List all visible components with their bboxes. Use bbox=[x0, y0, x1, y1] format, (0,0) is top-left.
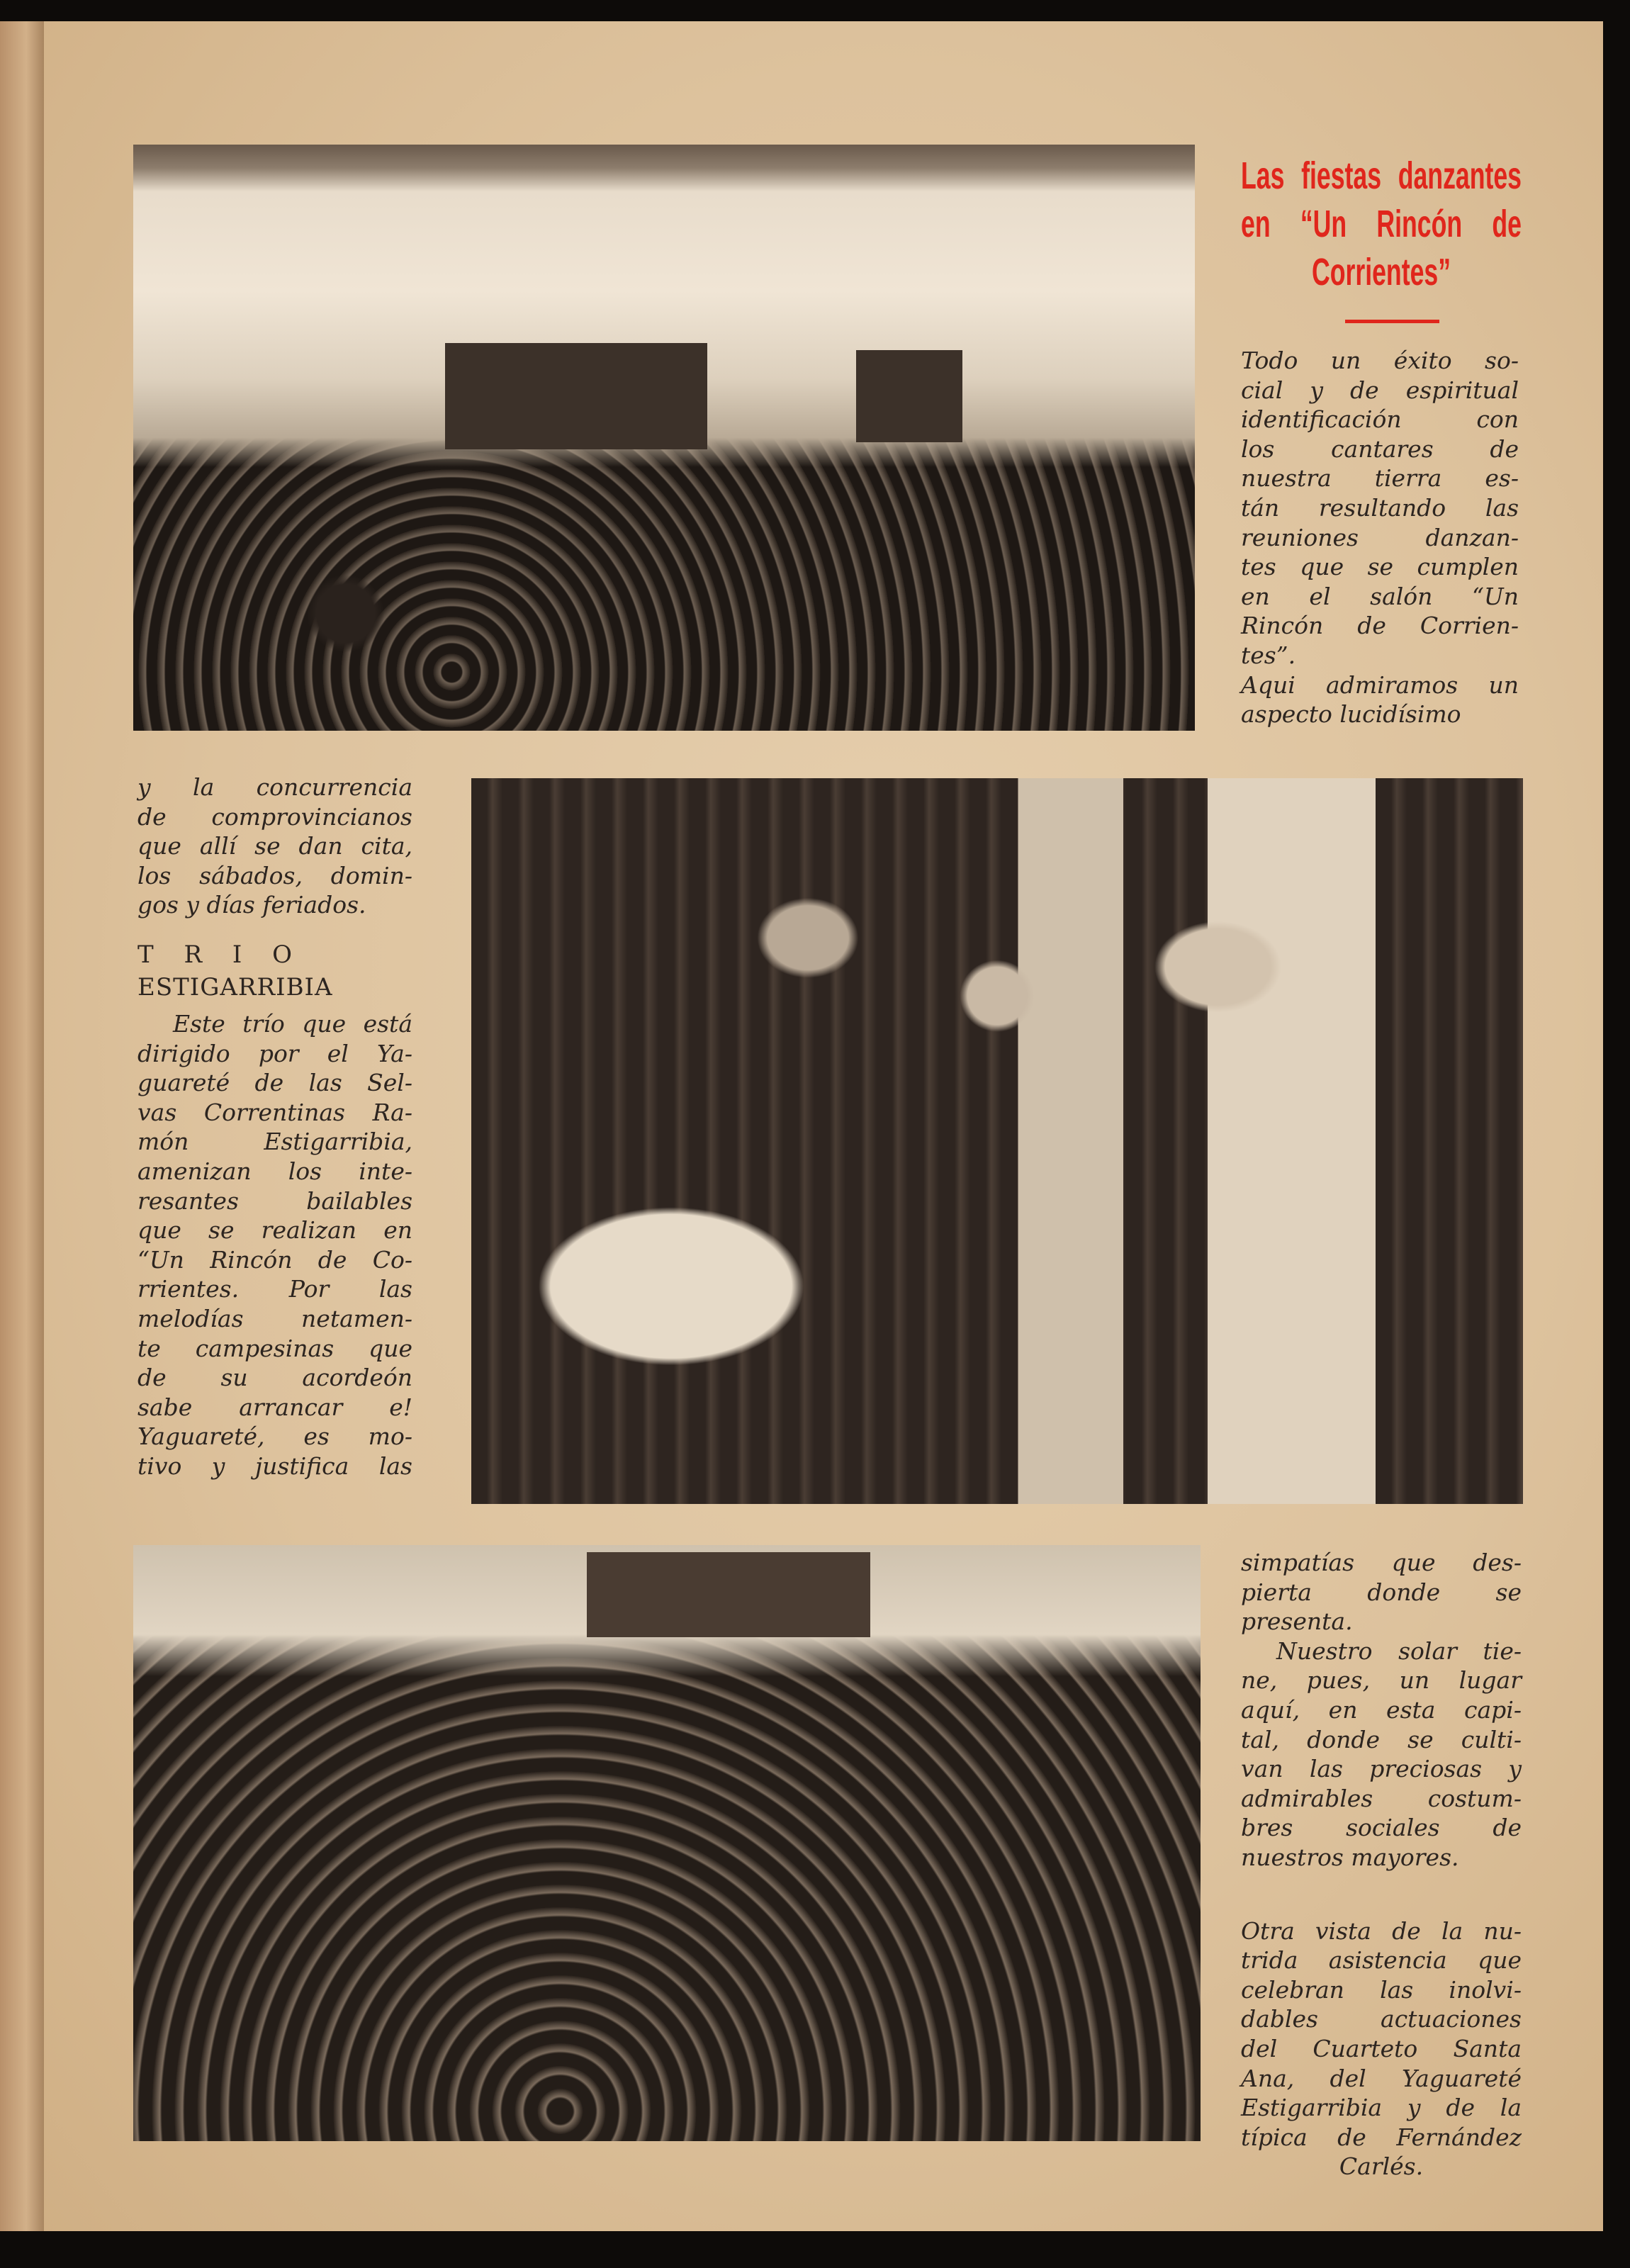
text-line: típica de Fernández bbox=[1241, 2123, 1522, 2151]
text-line: dirigido por el Ya- bbox=[137, 1039, 412, 1067]
text-line: Carlés. bbox=[1339, 2152, 1424, 2181]
text-line: Estigarribia y de la bbox=[1241, 2094, 1522, 2122]
photo-dance-hall-crowd bbox=[133, 145, 1195, 731]
text-line: tes”. bbox=[1241, 641, 1296, 669]
title-line: Corrientes” bbox=[1311, 251, 1451, 293]
text-line: Yaguareté, es mo- bbox=[137, 1422, 412, 1451]
photo-caption bbox=[1241, 1916, 1522, 2182]
text-line: tán resultando las bbox=[1241, 493, 1519, 522]
text-line: pierta donde se bbox=[1241, 1578, 1522, 1606]
photo-audience-crowd bbox=[133, 1545, 1201, 2141]
text-line: ne, pues, un lugar bbox=[1241, 1666, 1522, 1695]
text-line: y la concurrencia bbox=[137, 773, 412, 801]
photo-trio-estigarribia bbox=[471, 778, 1523, 1504]
text-line: Nuestro solar tie- bbox=[1276, 1637, 1522, 1665]
text-line: tal, donde se culti- bbox=[1241, 1725, 1522, 1753]
text-line: tes que se cumplen bbox=[1241, 553, 1519, 581]
text-line: dables actuaciones bbox=[1241, 2005, 1522, 2033]
text-line: del Cuarteto Santa bbox=[1241, 2034, 1522, 2062]
text-line: nuestra tierra es- bbox=[1241, 464, 1519, 493]
text-line: “Un Rincón de Co- bbox=[137, 1245, 412, 1274]
text-line: gos y días feriados. bbox=[137, 891, 366, 919]
right-column-text bbox=[1241, 1548, 1522, 2182]
text-line: món Estigarribia, bbox=[137, 1128, 412, 1156]
text-line: simpatías que des- bbox=[1241, 1549, 1522, 1576]
text-line: los sábados, domin- bbox=[137, 861, 412, 889]
text-line: Todo un éxito so- bbox=[1241, 347, 1519, 374]
text-line: cial y de espiritual bbox=[1241, 376, 1519, 404]
text-line: Ana, del Yaguareté bbox=[1241, 2064, 1522, 2092]
text-line: rrientes. Por las bbox=[137, 1275, 412, 1303]
text-line: melodías netamen- bbox=[137, 1304, 412, 1332]
text-line: presenta. bbox=[1241, 1607, 1353, 1636]
text-line: te campesinas que bbox=[137, 1334, 412, 1362]
text-line: Otra vista de la nu- bbox=[1241, 1916, 1522, 1945]
article-title bbox=[1241, 152, 1524, 296]
text-line: van las preciosas y bbox=[1241, 1755, 1522, 1783]
text-line: reuniones danzan- bbox=[1241, 523, 1519, 551]
text-line: de su acordeón bbox=[137, 1364, 412, 1392]
text-line: sabe arrancar e! bbox=[137, 1393, 412, 1421]
text-line: tivo y justifica las bbox=[137, 1452, 412, 1480]
text-line: de comprovincianos bbox=[137, 802, 412, 831]
text-line: amenizan los inte- bbox=[137, 1157, 412, 1185]
text-line: los cantares de bbox=[1241, 434, 1519, 463]
text-line: en el salón “Un bbox=[1241, 582, 1519, 610]
title-line: Las fiestas danzantes bbox=[1241, 155, 1522, 197]
text-line: resantes bailables bbox=[137, 1186, 412, 1215]
text-line: aspecto lucidísimo bbox=[1241, 700, 1461, 729]
text-line: trida asistencia que bbox=[1241, 1946, 1522, 1975]
text-line: que se realizan en bbox=[137, 1216, 412, 1245]
text-line: identificación con bbox=[1241, 405, 1519, 434]
text-line: guareté de las Sel- bbox=[137, 1069, 412, 1097]
title-divider bbox=[1345, 320, 1439, 323]
section-heading: T R I O bbox=[137, 940, 304, 969]
text-line: Este trío que está bbox=[173, 1009, 412, 1038]
text-line: Aqui admiramos un bbox=[1241, 670, 1519, 699]
text-line: admirables costum- bbox=[1241, 1784, 1522, 1812]
title-line: en “Un Rincón de bbox=[1241, 203, 1522, 245]
text-line: celebran las inolvi- bbox=[1241, 1975, 1522, 2004]
left-column-text bbox=[137, 773, 412, 1481]
intro-text bbox=[1241, 346, 1519, 729]
text-line: aquí, en esta capi- bbox=[1241, 1695, 1522, 1724]
text-line: Rincón de Corrien- bbox=[1241, 612, 1519, 640]
text-line: vas Correntinas Ra- bbox=[137, 1098, 412, 1126]
text-line: que allí se dan cita, bbox=[137, 832, 412, 860]
section-heading: ESTIGARRIBIA bbox=[137, 972, 333, 1001]
text-line: nuestros mayores. bbox=[1241, 1843, 1459, 1871]
text-line: bres sociales de bbox=[1241, 1814, 1522, 1842]
page-spine bbox=[0, 21, 44, 2231]
